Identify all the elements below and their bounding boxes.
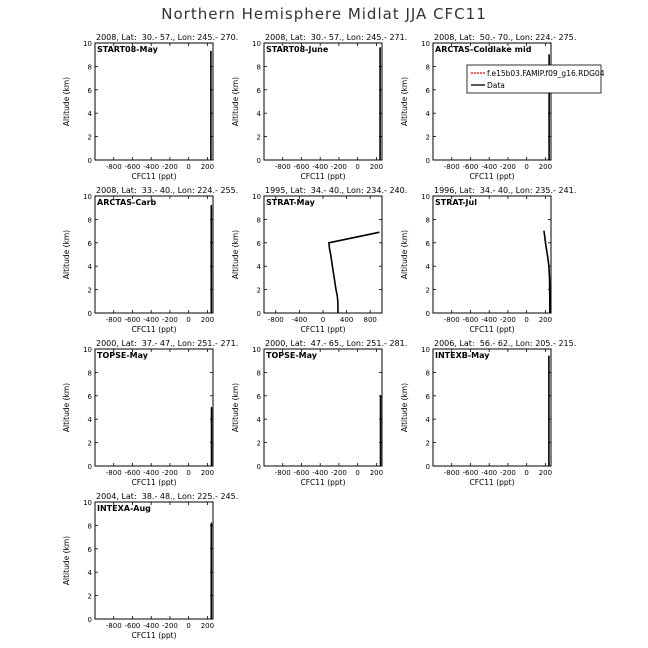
x-tick-label: 0 <box>186 469 191 477</box>
y-axis-label: Altitude (km) <box>231 229 240 280</box>
y-tick-label: 4 <box>87 110 92 119</box>
plot-frame <box>433 349 551 466</box>
plot-frame <box>95 349 213 466</box>
y-tick-label: 8 <box>87 369 92 378</box>
data-point <box>332 266 333 267</box>
y-axis-label: Altitude (km) <box>62 382 71 433</box>
x-tick-label: -800 <box>443 469 460 477</box>
data-point <box>337 295 338 296</box>
y-tick-label: 6 <box>87 392 92 401</box>
y-tick-label: 0 <box>87 463 92 471</box>
data-point <box>548 360 549 361</box>
panel-label: ARCTAS-Carb <box>97 198 157 207</box>
x-tick-label: -400 <box>312 163 329 171</box>
x-tick-label: 0 <box>186 622 191 630</box>
y-tick-label: 6 <box>425 86 430 95</box>
y-tick-label: 6 <box>87 86 92 95</box>
y-tick-label: 2 <box>425 133 430 142</box>
x-axis-label: CFC11 (ppt) <box>131 325 177 334</box>
y-tick-label: 2 <box>87 592 92 601</box>
data-point <box>545 245 546 246</box>
x-tick-label: -600 <box>124 469 141 477</box>
x-tick-label: -200 <box>499 316 516 324</box>
plot-frame <box>264 43 382 160</box>
panel-header: 1995, Lat: 34.- 40., Lon: 234.- 240. <box>265 186 408 195</box>
y-tick-label: 0 <box>256 157 261 165</box>
y-tick-label: 10 <box>252 40 261 48</box>
x-tick-label: 200 <box>200 622 215 630</box>
data-point <box>549 312 550 313</box>
y-tick-label: 2 <box>256 133 261 142</box>
x-tick-label: -400 <box>291 316 308 324</box>
y-tick-label: 8 <box>87 216 92 225</box>
x-tick-label: -600 <box>293 469 310 477</box>
y-tick-label: 2 <box>425 439 430 448</box>
x-tick-label: 0 <box>524 469 529 477</box>
data-point <box>549 301 550 302</box>
y-tick-label: 2 <box>87 133 92 142</box>
x-tick-label: -200 <box>161 469 178 477</box>
plot-frame <box>264 196 382 313</box>
x-tick-label: -600 <box>124 622 141 630</box>
legend-entry-label: Data <box>487 81 505 90</box>
panel-header: 1996, Lat: 34.- 40., Lon: 235.- 241. <box>434 186 577 195</box>
panel-label: INTEXA-Aug <box>97 504 151 513</box>
y-tick-label: 4 <box>87 416 92 425</box>
x-tick-label: 200 <box>369 469 384 477</box>
chart-panel-4 <box>62 186 238 334</box>
panel-header: 2000, Lat: 37.- 47., Lon: 251.- 271. <box>96 339 239 348</box>
panel-label: TOPSE-May <box>266 351 317 360</box>
x-tick-label: -400 <box>481 163 498 171</box>
x-tick-label: -600 <box>124 163 141 171</box>
panel-label: START08-June <box>266 45 329 54</box>
legend-entry-label: f.e15b03.FAMIP.f09_g16.RDG04 <box>487 69 605 78</box>
panel-label: START08-May <box>97 45 158 54</box>
y-tick-label: 0 <box>425 310 430 318</box>
x-tick-label: 200 <box>200 163 215 171</box>
y-axis-label: Altitude (km) <box>231 76 240 127</box>
y-tick-label: 6 <box>256 392 261 401</box>
plot-frame <box>95 502 213 619</box>
y-tick-label: 4 <box>256 416 261 425</box>
panel-label: TOPSE-May <box>97 351 148 360</box>
y-tick-label: 0 <box>87 310 92 318</box>
panel-label: STRAT-Jul <box>435 198 477 207</box>
figure-title: Northern Hemisphere Midlat JJA CFC11 <box>161 5 487 23</box>
y-axis-label: Altitude (km) <box>62 229 71 280</box>
x-tick-label: 200 <box>200 316 215 324</box>
x-tick-label: -400 <box>143 469 160 477</box>
data-point <box>329 248 330 249</box>
x-tick-label: -200 <box>499 469 516 477</box>
x-tick-label: -600 <box>462 163 479 171</box>
y-tick-label: 6 <box>425 239 430 248</box>
panel-header: 2006, Lat: 56.- 62., Lon: 205.- 215. <box>434 339 577 348</box>
y-axis-label: Altitude (km) <box>231 382 240 433</box>
x-tick-label: -200 <box>499 163 516 171</box>
x-tick-label: 200 <box>538 469 553 477</box>
y-tick-label: 8 <box>256 63 261 72</box>
data-point <box>337 301 338 302</box>
x-tick-label: -600 <box>124 316 141 324</box>
y-tick-label: 4 <box>256 110 261 119</box>
data-point <box>211 205 212 206</box>
y-tick-label: 8 <box>256 369 261 378</box>
data-point <box>378 232 379 233</box>
x-axis-label: CFC11 (ppt) <box>131 478 177 487</box>
x-tick-label: -200 <box>330 469 347 477</box>
data-point <box>380 159 381 160</box>
data-point <box>210 159 211 160</box>
y-tick-label: 6 <box>87 239 92 248</box>
y-tick-label: 2 <box>256 286 261 295</box>
x-tick-label: 0 <box>355 163 360 171</box>
data-point <box>380 395 381 396</box>
data-point <box>548 465 549 466</box>
panel-label: ARCTAS-Coldlake mid <box>435 45 532 54</box>
chart-panel-9 <box>400 339 576 487</box>
y-tick-label: 4 <box>87 569 92 578</box>
y-tick-label: 2 <box>256 439 261 448</box>
data-series-line <box>329 232 379 313</box>
x-tick-label: 800 <box>363 316 377 324</box>
y-axis-label: Altitude (km) <box>400 382 409 433</box>
y-tick-label: 10 <box>83 193 92 201</box>
data-point <box>211 312 212 313</box>
y-tick-label: 0 <box>425 157 430 165</box>
data-point <box>211 407 212 408</box>
y-tick-label: 0 <box>425 463 430 471</box>
y-tick-label: 4 <box>256 263 261 272</box>
y-tick-label: 8 <box>425 216 430 225</box>
data-point <box>548 355 549 356</box>
plot-frame <box>264 349 382 466</box>
y-tick-label: 8 <box>87 522 92 531</box>
y-tick-label: 6 <box>425 392 430 401</box>
x-tick-label: -800 <box>274 163 291 171</box>
y-tick-label: 4 <box>425 263 430 272</box>
y-axis-label: Altitude (km) <box>400 229 409 280</box>
y-tick-label: 8 <box>256 216 261 225</box>
y-tick-label: 2 <box>425 286 430 295</box>
y-tick-label: 2 <box>87 439 92 448</box>
data-point <box>210 51 211 52</box>
y-tick-label: 6 <box>256 239 261 248</box>
panel-header: 2008, Lat: 30.- 57., Lon: 245.- 271. <box>265 33 408 42</box>
x-tick-label: -200 <box>330 163 347 171</box>
chart-panel-7 <box>62 339 238 487</box>
data-point <box>549 277 550 278</box>
data-point <box>328 242 329 243</box>
chart-panel-3 <box>400 33 605 181</box>
plot-frame <box>433 196 551 313</box>
x-tick-label: -600 <box>462 316 479 324</box>
x-tick-label: -400 <box>481 316 498 324</box>
data-point <box>334 277 335 278</box>
x-tick-label: -600 <box>293 163 310 171</box>
data-point <box>380 465 381 466</box>
x-tick-label: -800 <box>443 163 460 171</box>
data-point <box>211 465 212 466</box>
data-point <box>335 289 336 290</box>
x-tick-label: 0 <box>355 469 360 477</box>
panel-header: 2008, Lat: 30.- 57., Lon: 245.- 270. <box>96 33 239 42</box>
y-tick-label: 8 <box>425 63 430 72</box>
x-tick-label: -400 <box>143 622 160 630</box>
y-tick-label: 10 <box>421 40 430 48</box>
chart-panel-5 <box>231 186 407 334</box>
plot-frame <box>95 196 213 313</box>
x-tick-label: 200 <box>369 163 384 171</box>
y-axis-label: Altitude (km) <box>62 76 71 127</box>
x-axis-label: CFC11 (ppt) <box>131 631 177 640</box>
y-axis-label: Altitude (km) <box>62 535 71 586</box>
x-axis-label: CFC11 (ppt) <box>469 478 515 487</box>
data-point <box>549 159 550 160</box>
y-axis-label: Altitude (km) <box>400 76 409 127</box>
x-axis-label: CFC11 (ppt) <box>300 478 346 487</box>
y-tick-label: 10 <box>421 346 430 354</box>
y-tick-label: 0 <box>256 463 261 471</box>
data-point <box>210 54 211 55</box>
chart-panel-1 <box>62 33 238 181</box>
data-point <box>543 231 544 232</box>
y-tick-label: 6 <box>87 545 92 554</box>
x-tick-label: 400 <box>339 316 354 324</box>
x-tick-label: -200 <box>161 163 178 171</box>
y-tick-label: 10 <box>83 40 92 48</box>
data-point <box>548 266 549 267</box>
x-axis-label: CFC11 (ppt) <box>469 325 515 334</box>
x-axis-label: CFC11 (ppt) <box>300 172 346 181</box>
y-tick-label: 4 <box>425 416 430 425</box>
data-series-line <box>544 231 550 313</box>
x-tick-label: 200 <box>200 469 215 477</box>
panel-header: 2008, Lat: 50.- 70., Lon: 224.- 275. <box>434 33 577 42</box>
x-tick-label: 0 <box>186 163 191 171</box>
data-point <box>548 260 549 261</box>
x-tick-label: -400 <box>143 316 160 324</box>
data-point <box>549 54 550 55</box>
x-tick-label: -800 <box>267 316 284 324</box>
data-point <box>211 522 212 523</box>
x-tick-label: -400 <box>481 469 498 477</box>
x-tick-label: 0 <box>524 163 529 171</box>
y-tick-label: 6 <box>256 86 261 95</box>
y-tick-label: 8 <box>425 369 430 378</box>
y-tick-label: 10 <box>252 346 261 354</box>
y-tick-label: 4 <box>87 263 92 272</box>
x-tick-label: -800 <box>274 469 291 477</box>
x-tick-label: -800 <box>105 469 122 477</box>
x-tick-label: -600 <box>462 469 479 477</box>
data-point <box>211 618 212 619</box>
plot-frame <box>95 43 213 160</box>
legend <box>467 65 605 93</box>
data-point <box>549 289 550 290</box>
chart-panel-10 <box>62 492 238 640</box>
y-tick-label: 4 <box>425 110 430 119</box>
x-tick-label: -400 <box>143 163 160 171</box>
data-point <box>544 238 545 239</box>
y-tick-label: 10 <box>83 346 92 354</box>
x-tick-label: 0 <box>524 316 529 324</box>
x-tick-label: -800 <box>443 316 460 324</box>
x-axis-label: CFC11 (ppt) <box>300 325 346 334</box>
panel-header: 2000, Lat: 47.- 65., Lon: 251.- 281. <box>265 339 408 348</box>
y-tick-label: 0 <box>87 157 92 165</box>
x-tick-label: -400 <box>312 469 329 477</box>
y-tick-label: 10 <box>252 193 261 201</box>
y-tick-label: 10 <box>421 193 430 201</box>
data-point <box>547 254 548 255</box>
panel-label: STRAT-May <box>266 198 315 207</box>
x-tick-label: -800 <box>105 622 122 630</box>
y-tick-label: 0 <box>256 310 261 318</box>
y-tick-label: 8 <box>87 63 92 72</box>
panel-label: INTEXB-May <box>435 351 490 360</box>
y-tick-label: 0 <box>87 616 92 624</box>
panel-header: 2008, Lat: 33.- 40., Lon: 224.- 255. <box>96 186 239 195</box>
x-tick-label: 200 <box>538 163 553 171</box>
x-tick-label: -800 <box>105 163 122 171</box>
x-tick-label: -200 <box>161 316 178 324</box>
y-tick-label: 10 <box>83 499 92 507</box>
x-tick-label: -800 <box>105 316 122 324</box>
plot-frame <box>433 43 551 160</box>
data-point <box>380 47 381 48</box>
x-tick-label: 0 <box>186 316 191 324</box>
data-point <box>337 312 338 313</box>
chart-panel-2 <box>231 33 407 181</box>
x-tick-label: 200 <box>538 316 553 324</box>
data-point <box>330 254 331 255</box>
panel-header: 2004, Lat: 38.- 48., Lon: 225.- 245. <box>96 492 239 501</box>
chart-panel-8 <box>231 339 407 487</box>
x-tick-label: -200 <box>161 622 178 630</box>
x-axis-label: CFC11 (ppt) <box>131 172 177 181</box>
x-tick-label: 0 <box>320 316 326 324</box>
x-axis-label: CFC11 (ppt) <box>469 172 515 181</box>
y-tick-label: 2 <box>87 286 92 295</box>
chart-panel-6 <box>400 186 576 334</box>
